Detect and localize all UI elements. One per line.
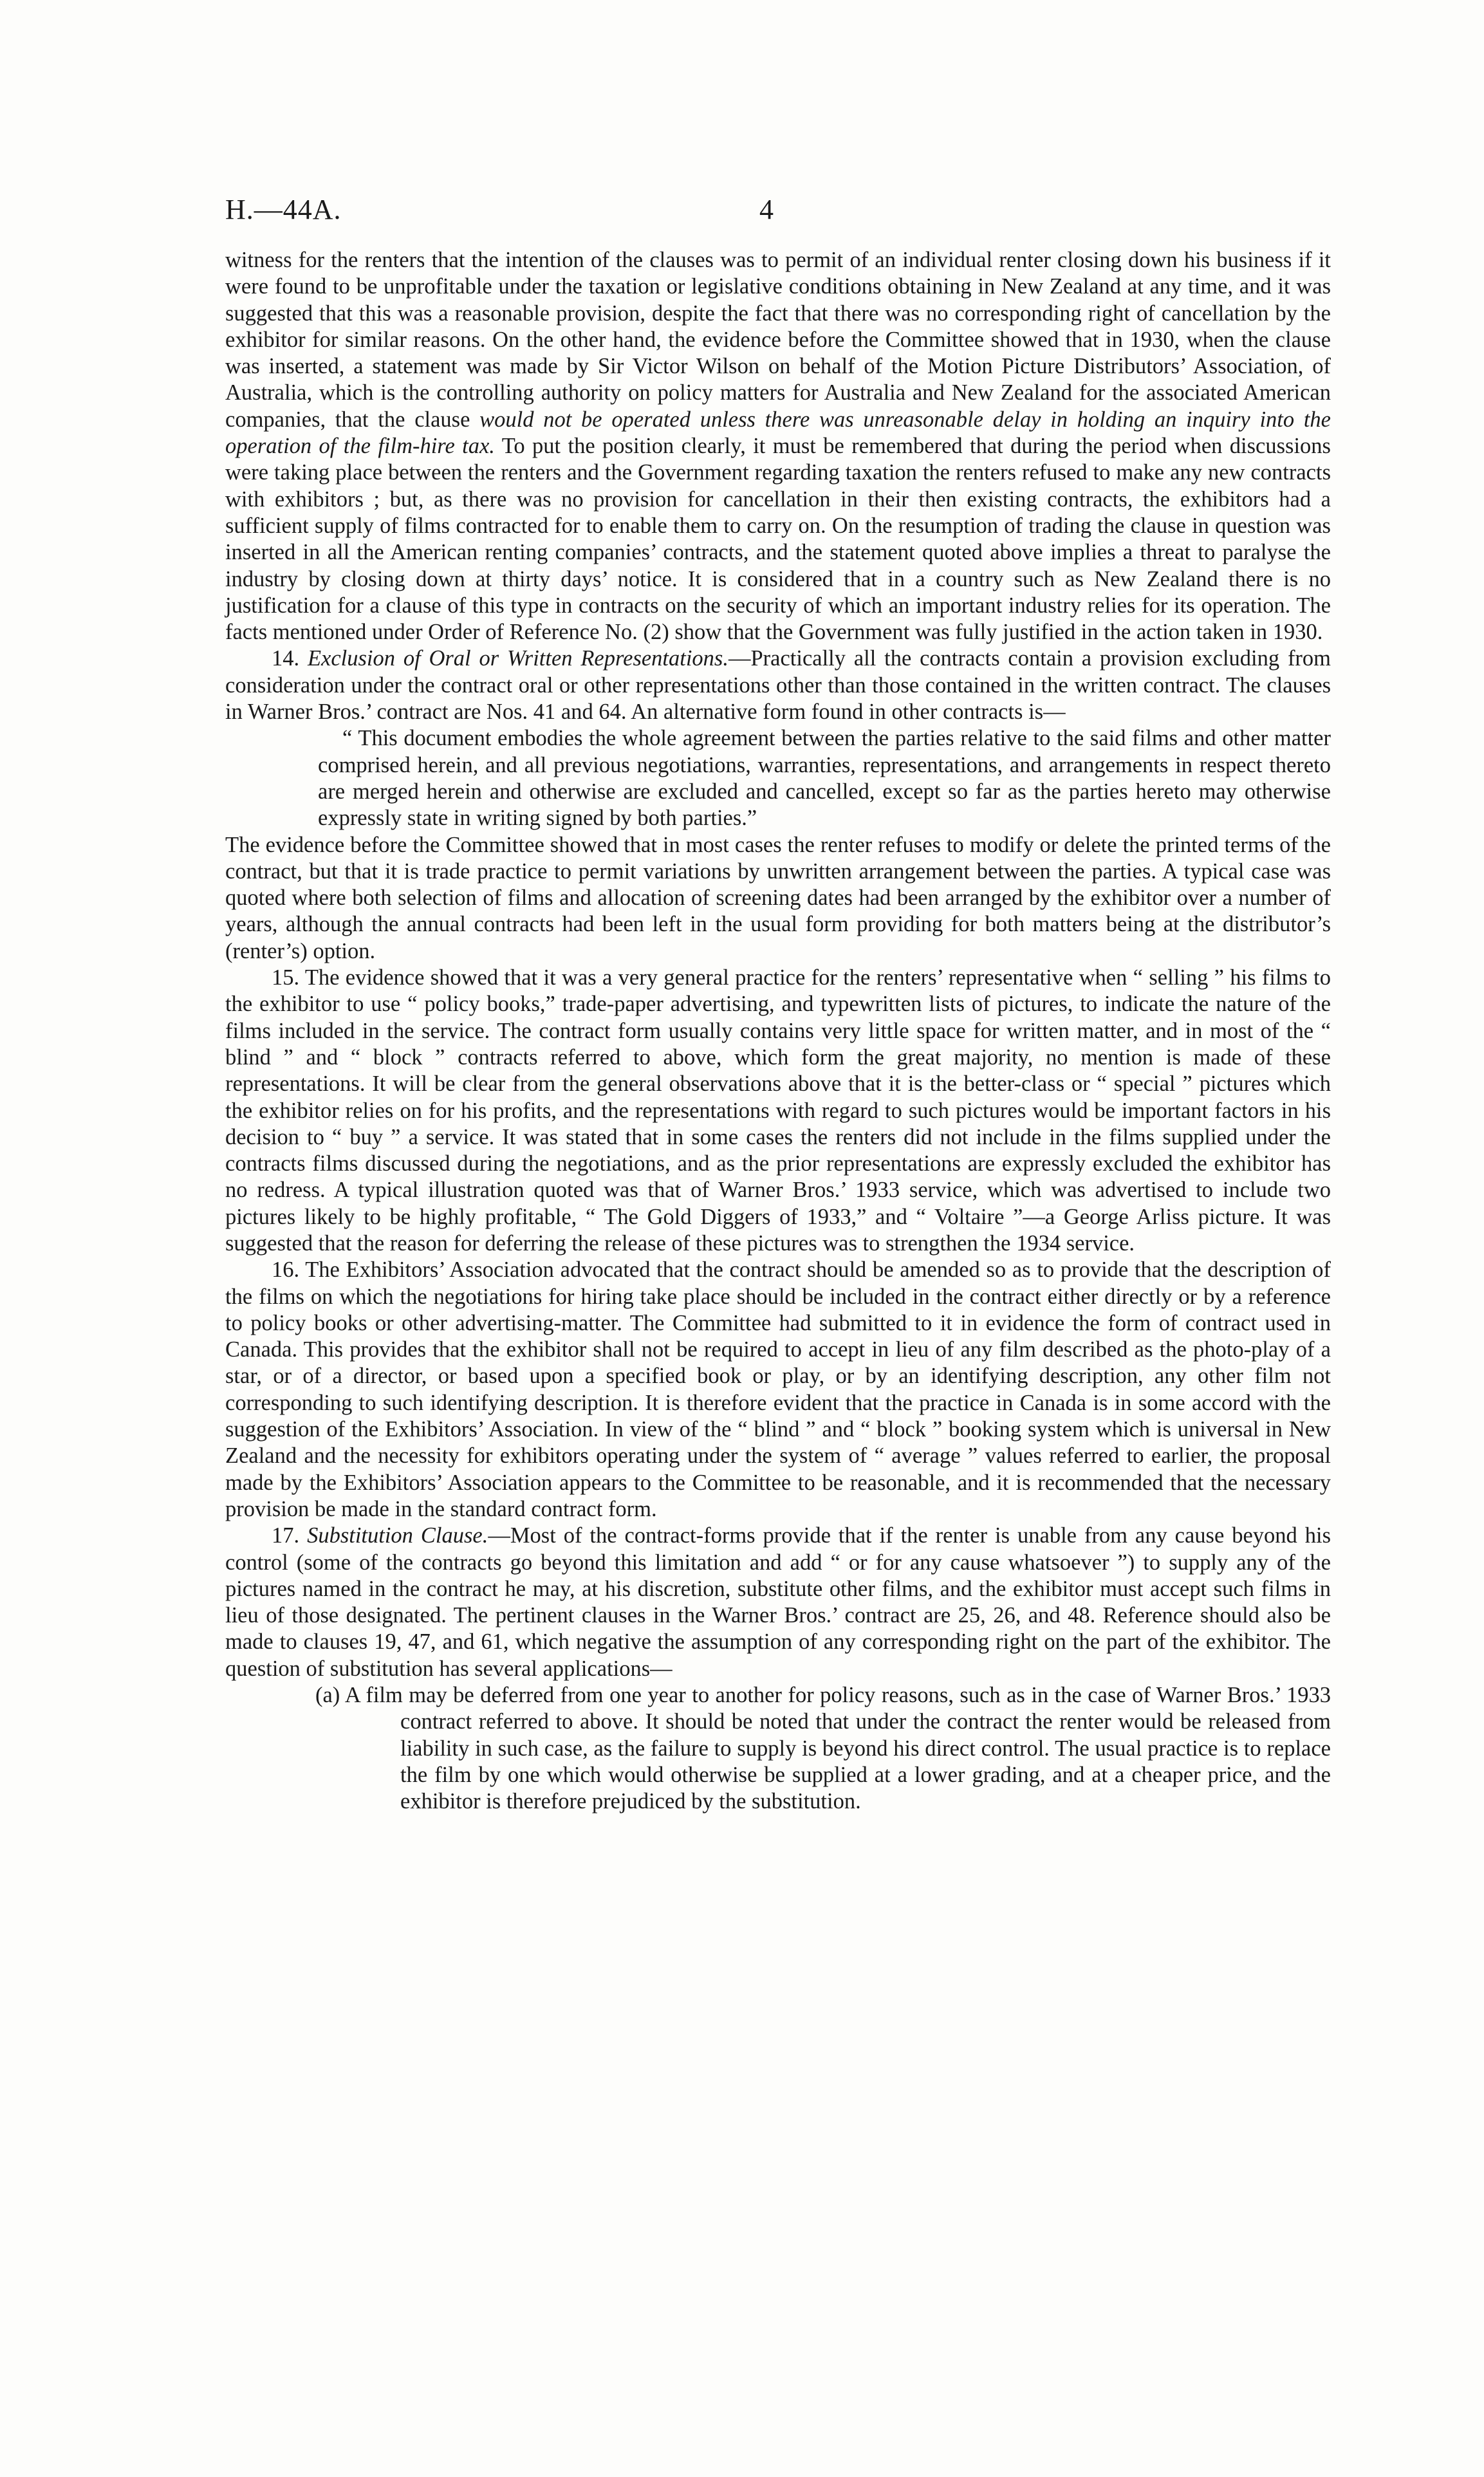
clause-a <box>315 1682 1331 1815</box>
paragraph-13-continued <box>225 247 1331 645</box>
clause-a-text: A film may be deferred from one year to another for policy reasons, such as in the case of Warner Bros.’ 1933 contract referred to above. It should be noted that under the contract the renter would be released from liability in such case, as the failure to supply is beyond his direct control. The usual practice is to replace the film by one which would otherwise be supplied at a lower grading, and at a cheaper price, and the exhibitor is therefore prejudiced by the substitution. <box>340 1683 1331 1814</box>
paragraph-14-number: 14. <box>272 646 308 671</box>
paragraph-14-text: —Practically all the contracts contain a provision excluding from consideration under the contract oral or other representations other than those contained in the written contract. The clauses in Warner Bros.’ contract are Nos. 41 and 64. An alternative form found in other contracts is— <box>225 646 1331 725</box>
block-quote: “ This document embodies the whole agreement between the parties relative to the said films and other matter comprised herein, and all previous negotiations, warranties, representations, and arrangements in respect thereto are merged herein and otherwise are excluded and cancelled, except so far as the parties hereto may otherwise expressly state in writing signed by both parties.” <box>318 726 1331 831</box>
paragraph-16: 16. The Exhibitors’ Association advocated that the contract should be amended so as to provide that the description of the films on which the negotiations for hiring take place should be included in the contract either directly or by a reference to policy books or other advertising-matter. The Committee had submitted to it in evidence the form of contract used in Canada. This provides that the exhibitor shall not be required to accept in lieu of any film described as the photo-play of a star, or of a director, or based upon a specified book or play, or by an identifying description, any other film not corresponding to such identifying description. It is therefore evident that the practice in Canada is in some accord with the suggestion of the Exhibitors’ Association. In view of the “ blind ” and “ block ” booking system which is universal in New Zealand and the necessity for exhibitors operating under the system of “ average ” values referred to earlier, the proposal made by the Exhibitors’ Association appears to the Committee to be reasonable, and it is recommended that the necessary provision be made in the standard contract form. <box>225 1257 1331 1521</box>
paragraph-17-heading: Substitution Clause. <box>307 1523 488 1548</box>
paragraph-14-continued: The evidence before the Committee showed that in most cases the renter refuses to modify or delete the printed terms of the contract, but that it is trade practice to permit variations by unwritten arrangement between the parties. A typical case was quoted where both selection of films and allocation of screening dates had been arranged by the exhibitor over a number of years, although the annual contracts had been left in the usual form providing for both matters being at the distributor’s (renter’s) option. <box>225 832 1331 963</box>
paragraph-13-emphasis: would not be operated unless there was unreasonable delay in holding an inquiry into the operation of the film-hire tax. <box>225 407 1331 459</box>
page-header <box>225 193 1332 225</box>
paragraph-17-text: —Most of the contract-forms provide that if the renter is unable from any cause beyond his control (some of the contracts go beyond this limitation and add “ or for any cause whatsoever ”) to supply any of the pictures named in the contract he may, at his discretion, substitute other films, and the exhibitor must accept such films in lieu of those designated. The pertinent clauses in the Warner Bros.’ contract are 25, 26, and 48. Reference should also be made to clauses 19, 47, and 61, which negative the assumption of any corresponding right on the part of the exhibitor. The question of substitution has several applications— <box>225 1523 1331 1681</box>
paragraph-15: 15. The evidence showed that it was a very general practice for the renters’ representative when “ selling ” his films to the exhibitor to use “ policy books,” trade-paper advertising, and typewritten lists of pictures, to indicate the nature of the films included in the service. The contract form usually contains very little space for written matter, and in most of the “ blind ” and “ block ” contracts referred to above, which form the great majority, no mention is made of these representations. It will be clear from the general observations above that it is the better-class or “ special ” pictures which the exhibitor relies on for his profits, and the representations with regard to such pictures would be important factors in his decision to “ buy ” a service. It was stated that in some cases the renters did not include in the films supplied under the contracts films discussed during the negotiations, and as the prior representations are expressly excluded the exhibitor has no redress. A typical illustration quoted was that of Warner Bros.’ 1933 service, which was advertised to include two pictures likely to be highly profitable, “ The Gold Diggers of 1933,” and “ Voltaire ”—a George Arliss picture. It was suggested that the reason for deferring the release of these pictures was to strengthen the 1934 service. <box>225 965 1331 1256</box>
paragraph-17 <box>225 1523 1331 1682</box>
paragraph-17-number: 17. <box>272 1523 308 1548</box>
page-number: 4 <box>759 194 774 225</box>
paragraph-14 <box>225 645 1331 725</box>
body-text <box>225 247 1331 1815</box>
clause-a-label: (a) <box>315 1683 340 1708</box>
paragraph-13-text-a: witness for the renters that the intention of the clauses was to permit of an individual renter closing down his business if it were found to be unprofitable under the taxation or legislative conditions obtaining in New Zealand at any time, and it was suggested that this was a reasonable provision, despite the fact that there was no corresponding right of cancellation by the exhibitor for similar reasons. On the other hand, the evidence before the Committee showed that in 1930, when the clause was inserted, a statement was made by Sir Victor Wilson on behalf of the Motion Picture Distributors’ Association, of Australia, which is the controlling authority on policy matters for Australia and New Zealand for the associated American companies, that the clause <box>225 248 1331 432</box>
document-reference: H.—44A. <box>225 194 342 225</box>
paragraph-14-heading: Exclusion of Oral or Written Representations. <box>307 646 728 671</box>
paragraph-13-text-b: To put the position clearly, it must be remembered that during the period when discussions were taking place between the renters and the Government regarding taxation the renters refused to make any new contracts with exhibitors ; but, as there was no provision for cancellation in their then existing contracts, the exhibitors had a sufficient supply of films contracted for to enable them to carry on. On the resumption of trading the clause in question was inserted in all the American renting companies’ contracts, and the statement quoted above implies a threat to paralyse the industry by closing down at thirty days’ notice. It is considered that in a country such as New Zealand there is no justification for a clause of this type in contracts on the security of which an important industry relies for its operation. The facts mentioned under Order of Reference No. (2) show that the Government was fully justified in the action taken in 1930. <box>225 434 1331 645</box>
